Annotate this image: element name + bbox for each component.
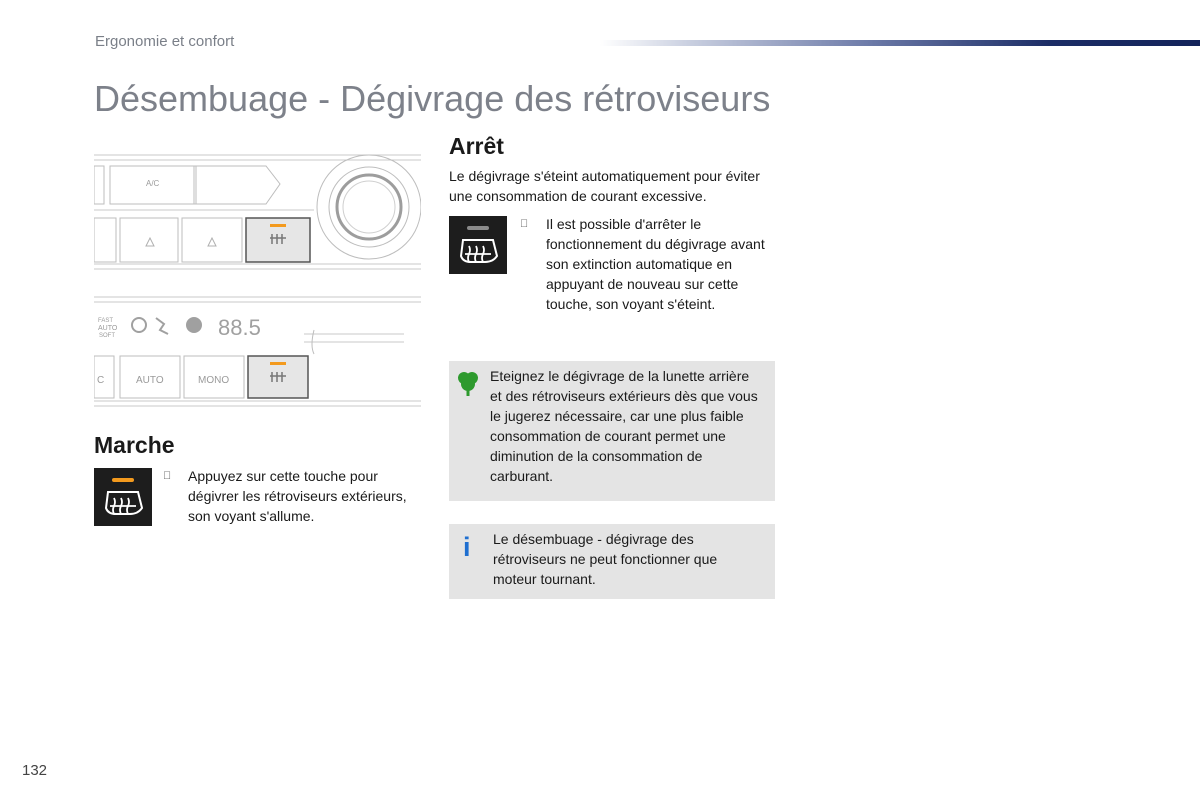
info-icon: i [463,532,471,562]
leaf-icon [456,369,480,402]
eco-note [449,361,775,501]
mirror-defrost-button-on [94,468,152,526]
marche-bullet [163,470,171,482]
control-panel-illustration-bottom [94,294,421,409]
auto-label: AUTO [98,325,118,332]
header-bar [600,40,1200,46]
fast-label: FAST [98,318,114,324]
info-note-text: Le désembuage - dégivrage des rétroviseurs ne peut fonctionner que moteur tournant. [493,531,718,587]
display-value: 88.5 [218,315,261,340]
mono-button-label: MONO [198,375,230,386]
fan-icon [186,317,202,333]
arret-intro: Le dégivrage s'éteint automatiquement pour éviter une consommation de courant excessive. [449,168,760,204]
marche-text: Appuyez sur cette touche pour dégivrer les rétroviseurs extérieurs, son voyant s'allume. [188,468,407,524]
info-note [449,524,775,599]
arret-text: Il est possible d'arrêter le fonctionnement du dégivrage avant son extinction automatique en appuyant de nouveau sur cette touche, son voyant s'éteint. [546,216,765,312]
eco-note-text: Eteignez le dégivrage de la lunette arrière et des rétroviseurs extérieurs dès que vous le jugerez nécessaire, car une plus faible consommation de courant permet une diminution de la consommation de carburant. [490,368,758,484]
page-number: 132 [22,762,48,779]
ac-label: A/C [146,179,160,188]
arret-bullet [520,218,528,230]
auto-button-label: AUTO [136,375,164,386]
section-header: Ergonomie et confort [95,33,235,50]
arret-heading: Arrêt [449,133,504,159]
marche-heading: Marche [94,432,175,458]
left-button-label: C [97,375,105,386]
soft-label: SOFT [99,333,115,339]
control-panel-illustration-top [94,152,421,272]
mirror-defrost-button-off [449,216,507,274]
page-title: Désembuage - Dégivrage des rétroviseurs [94,78,771,119]
